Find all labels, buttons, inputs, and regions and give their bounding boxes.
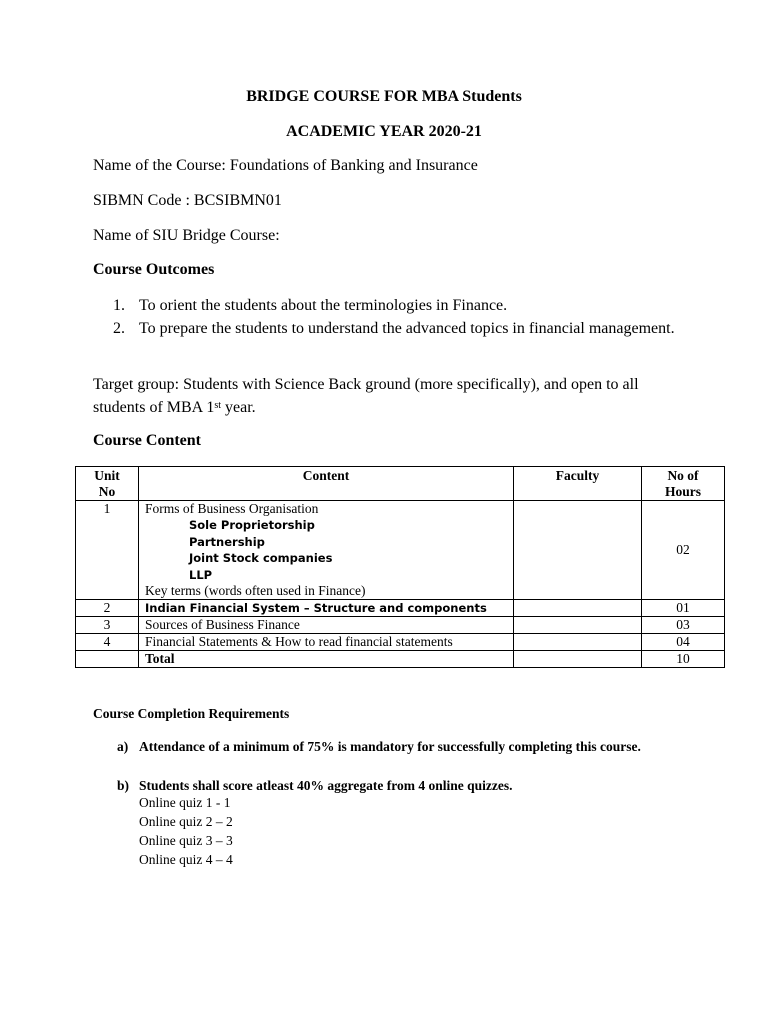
faculty-cell [514,634,642,651]
content-cell: Sources of Business Finance [139,617,514,634]
content-cell [139,501,514,600]
faculty-column-header: Faculty [514,467,642,501]
unit-cell: 2 [76,600,139,617]
quiz-line: Online quiz 4 – 4 [139,852,233,867]
requirement-item [117,776,677,795]
target-group-text-end: year. [221,399,256,416]
target-group [93,373,675,419]
faculty-cell [514,651,642,668]
table-row [76,600,725,617]
requirement-text: Students shall score atleast 40% aggregate from 4 online quizzes. [139,778,513,793]
outcome-text: To orient the students about the terminologies in Finance. [139,297,508,314]
hours-cell: 03 [642,617,725,634]
course-name: Name of the Course: Foundations of Banking and Insurance [93,157,478,174]
outcome-item [113,295,719,317]
course-content-table [75,466,725,668]
content-footer: Key terms (words often used in Finance) [145,583,366,598]
outcome-number: 1. [113,297,125,314]
content-cell: Indian Financial System – Structure and components [139,600,514,617]
requirement-item [117,737,677,756]
content-column-header: Content [139,467,514,501]
hours-cell: 01 [642,600,725,617]
academic-year: ACADEMIC YEAR 2020-21 [286,123,482,140]
quiz-line: Online quiz 2 – 2 [139,814,233,829]
table-row [76,501,725,600]
document-title: BRIDGE COURSE FOR MBA Students [246,88,522,105]
hours-cell: 02 [642,501,725,600]
completion-requirements-heading: Course Completion Requirements [93,706,290,721]
quiz-line: Online quiz 3 – 3 [139,833,233,848]
table-header-row [76,467,725,501]
sibmn-code: SIBMN Code : BCSIBMN01 [93,192,282,209]
outcome-number: 2. [113,320,125,337]
unit-cell: 1 [76,501,139,600]
hours-cell: 04 [642,634,725,651]
requirement-label: a) [117,739,129,754]
target-group-superscript: st [214,400,222,411]
faculty-cell [514,501,642,600]
unit-cell: 3 [76,617,139,634]
faculty-cell [514,600,642,617]
table-total-row [76,651,725,668]
outcome-item [113,318,719,340]
total-label: Total [139,651,514,668]
content-subitem: LLP [189,567,213,582]
outcome-text: To prepare the students to understand the advanced topics in financial management. [139,320,675,337]
table-row [76,634,725,651]
content-cell: Financial Statements & How to read financial statements [139,634,514,651]
content-subitem: Sole Proprietorship [189,518,315,532]
content-subitem: Partnership [189,534,265,549]
faculty-cell [514,617,642,634]
unit-cell [76,651,139,668]
content-subitem: Joint Stock companies [189,551,333,565]
course-outcomes-list [93,295,719,341]
content-title: Forms of Business Organisation [145,501,319,516]
target-group-text: Target group: Students with Science Back ground (more specifically), and open to all students of MBA 1 [93,376,639,416]
unit-cell: 4 [76,634,139,651]
total-hours: 10 [642,651,725,668]
course-outcomes-heading: Course Outcomes [93,261,215,278]
requirement-label: b) [117,778,130,793]
hours-column-header: No of Hours [642,467,725,501]
quiz-line: Online quiz 1 - 1 [139,795,231,810]
unit-column-header: Unit No [76,467,139,501]
requirement-text: Attendance of a minimum of 75% is mandatory for successfully completing this course. [139,739,641,754]
table-row [76,617,725,634]
siu-bridge-course: Name of SIU Bridge Course: [93,227,280,244]
course-content-heading: Course Content [93,432,201,449]
